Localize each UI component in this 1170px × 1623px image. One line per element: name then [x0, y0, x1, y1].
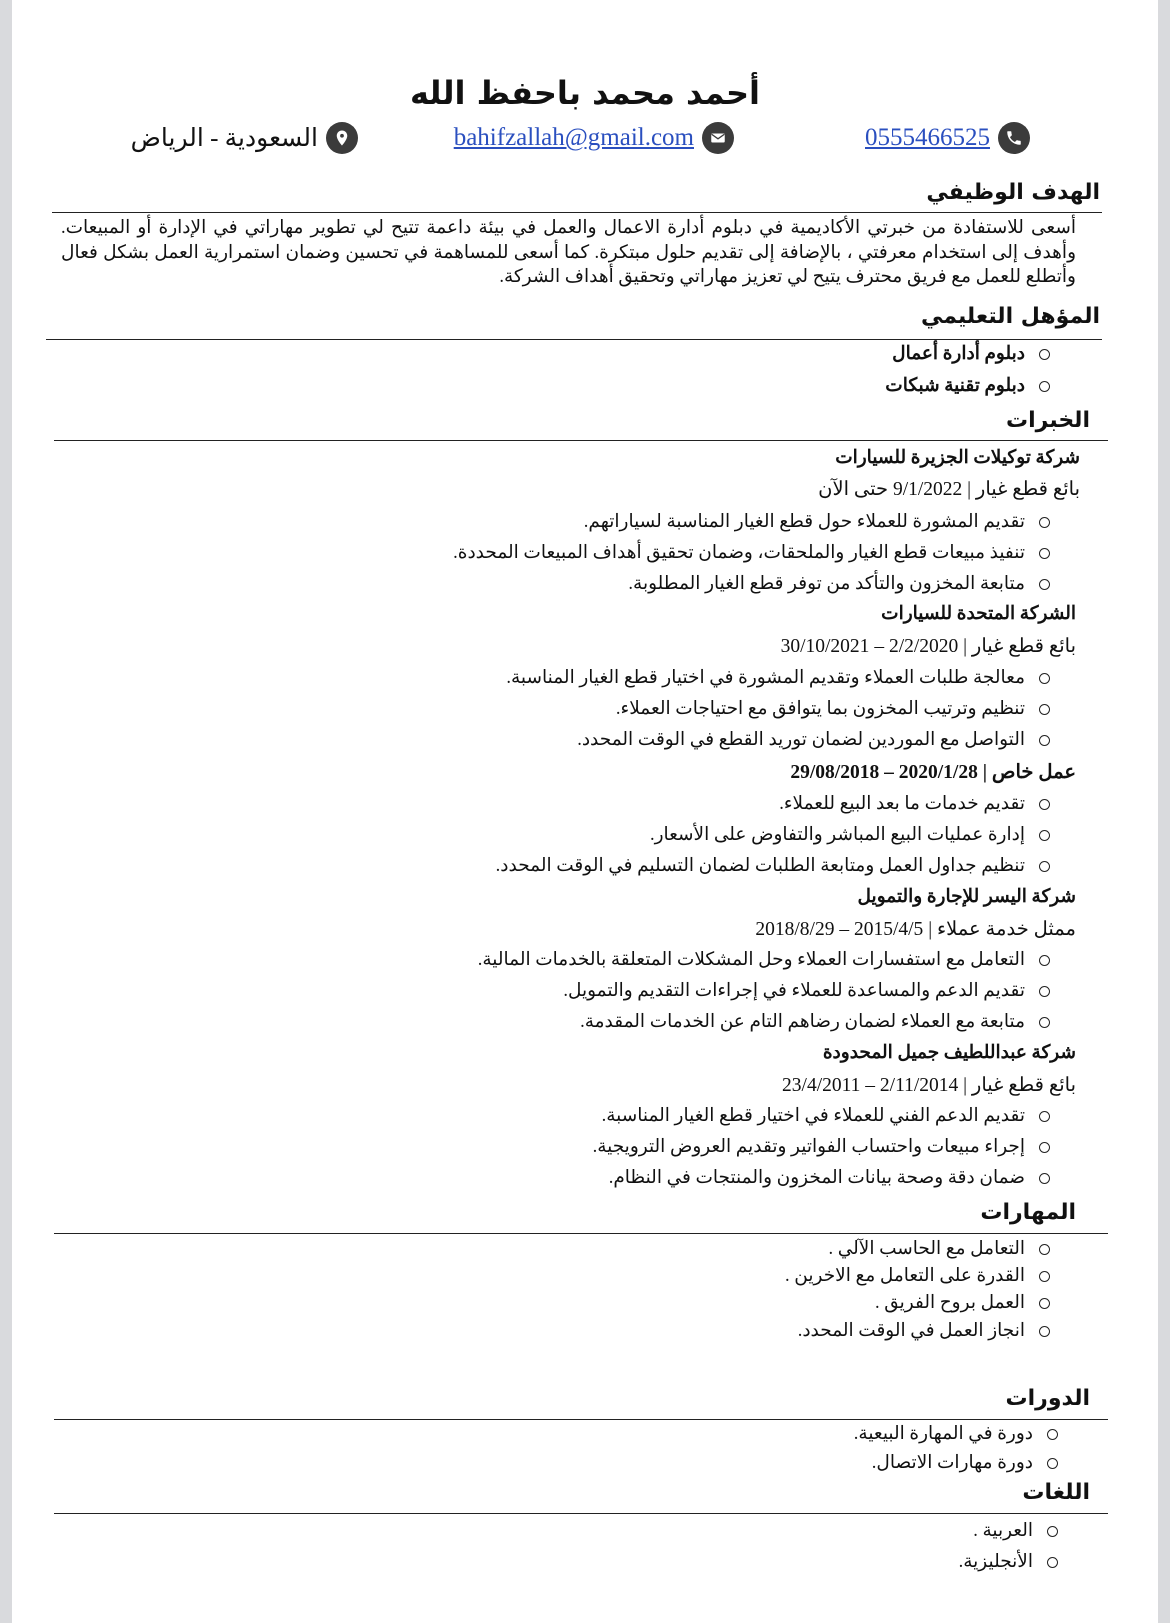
- contact-location: [131, 122, 358, 154]
- languages-divider: [54, 1513, 1108, 1514]
- bullet-icon: [1039, 1017, 1050, 1028]
- contact-email[interactable]: [454, 122, 734, 154]
- envelope-icon: [702, 122, 734, 154]
- course-item: دورة في المهارة البيعية.: [854, 1423, 1058, 1445]
- location-text: السعودية - الرياض: [130, 125, 318, 152]
- bullet-icon: [1039, 349, 1050, 360]
- company-name: شركة توكيلات الجزيرة للسيارات: [835, 448, 1080, 468]
- bullet-icon: [1047, 1557, 1058, 1568]
- job-duty: تنفيذ مبيعات قطع الغيار والملحقات، وضمان تحقيق أهداف المبيعات المحددة.: [453, 542, 1050, 564]
- phone-link[interactable]: 0555466525: [865, 124, 990, 151]
- languages-heading: اللغات: [1022, 1480, 1090, 1505]
- contact-phone[interactable]: [865, 122, 1030, 154]
- skill-item: القدرة على التعامل مع الاخرين .: [785, 1265, 1050, 1287]
- bullet-icon: [1047, 1429, 1058, 1440]
- bullet-icon: [1039, 799, 1050, 810]
- skills-divider: [54, 1233, 1108, 1234]
- job-duty: تقديم الدعم والمساعدة للعملاء في إجراءات التقديم والتمويل.: [563, 980, 1050, 1002]
- job-duty: متابعة المخزون والتأكد من توفر قطع الغيار المطلوبة.: [628, 573, 1050, 595]
- job-duty: معالجة طلبات العملاء وتقديم المشورة في اختيار قطع الغيار المناسبة.: [506, 667, 1050, 689]
- education-divider: [46, 339, 1102, 340]
- job-duty: تنظيم جداول العمل ومتابعة الطلبات لضمان التسليم في الوقت المحدد.: [496, 855, 1050, 877]
- job-duty: تنظيم وترتيب المخزون بما يتوافق مع احتياجات العملاء.: [616, 698, 1050, 720]
- job-duty: إدارة عمليات البيع المباشر والتفاوض على الأسعار.: [650, 824, 1050, 846]
- bullet-icon: [1039, 986, 1050, 997]
- bullet-icon: [1039, 517, 1050, 528]
- company-name: شركة عبداللطيف جميل المحدودة: [822, 1043, 1076, 1063]
- objective-heading: الهدف الوظيفي: [926, 180, 1100, 205]
- job-duty: ضمان دقة وصحة بيانات المخزون والمنتجات في النظام.: [609, 1167, 1050, 1189]
- bullet-icon: [1039, 830, 1050, 841]
- skill-item: العمل بروح الفريق .: [875, 1292, 1050, 1314]
- bullet-icon: [1039, 1326, 1050, 1337]
- bullet-icon: [1039, 1173, 1050, 1184]
- email-link[interactable]: bahifzallah@gmail.com: [453, 124, 694, 151]
- job-duty: تقديم المشورة للعملاء حول قطع الغيار المناسبة لسياراتهم.: [584, 511, 1050, 533]
- job-role-dates: بائع قطع غيار | 2/2/2020 – 30/10/2021: [780, 636, 1076, 657]
- job-role-dates: ممثل خدمة عملاء | 2015/4/5 – 2018/8/29: [755, 919, 1076, 940]
- bullet-icon: [1039, 735, 1050, 746]
- job-duty: التواصل مع الموردين لضمان توريد القطع في الوقت المحدد.: [577, 729, 1050, 751]
- job-duty: متابعة مع العملاء لضمان رضاهم التام عن الخدمات المقدمة.: [580, 1011, 1050, 1033]
- education-item: دبلوم أدارة أعمال: [892, 343, 1050, 365]
- education-item: دبلوم تقنية شبكات: [885, 375, 1050, 397]
- job-duty: تقديم خدمات ما بعد البيع للعملاء.: [779, 793, 1050, 815]
- job-role-dates: بائع قطع غيار | 2/11/2014 – 23/4/2011: [782, 1075, 1076, 1096]
- bullet-icon: [1039, 704, 1050, 715]
- objective-text: أسعى للاستفادة من خبرتي الأكاديمية في دبلوم أدارة الاعمال والعمل في بيئة داعمة تتيح لي تطوير مهاراتي في الإدارة أو المبيعات. وأهدف إلى استخدام معرفتي ، بالإضافة إلى تقديم حلول مبتكرة. كما أسعى للمساهمة في تحسين وضمان استمرارية العمل بشكل فعال وأتطلع للعمل مع فريق محترف يتيح لي تعزيز مهاراتي وتحقيق أهداف الشركة.: [61, 218, 1076, 287]
- company-name: شركة اليسر للإجارة والتمويل: [857, 887, 1076, 907]
- courses-divider: [54, 1419, 1108, 1420]
- bullet-icon: [1039, 955, 1050, 966]
- bullet-icon: [1039, 861, 1050, 872]
- language-item: الأنجليزية.: [959, 1551, 1058, 1573]
- phone-icon: [998, 122, 1030, 154]
- location-pin-icon: [326, 122, 358, 154]
- company-name: عمل خاص | 2020/1/28 – 29/08/2018: [790, 762, 1076, 783]
- bullet-icon: [1039, 1271, 1050, 1282]
- bullet-icon: [1039, 1111, 1050, 1122]
- courses-heading: الدورات: [1005, 1386, 1090, 1411]
- bullet-icon: [1047, 1458, 1058, 1469]
- experience-divider: [54, 440, 1108, 441]
- job-duty: إجراء مبيعات واحتساب الفواتير وتقديم العروض الترويجية.: [593, 1136, 1050, 1158]
- job-duty: التعامل مع استفسارات العملاء وحل المشكلات المتعلقة بالخدمات المالية.: [478, 949, 1050, 971]
- job-duty: تقديم الدعم الفني للعملاء في اختيار قطع الغيار المناسبة.: [602, 1105, 1050, 1127]
- skills-heading: المهارات: [980, 1200, 1076, 1225]
- bullet-icon: [1039, 1142, 1050, 1153]
- bullet-icon: [1039, 1298, 1050, 1309]
- skill-item: التعامل مع الحاسب الآلي .: [829, 1238, 1051, 1260]
- education-heading: المؤهل التعليمي: [920, 304, 1100, 329]
- language-item: العربية .: [973, 1520, 1058, 1542]
- bullet-icon: [1039, 579, 1050, 590]
- bullet-icon: [1039, 673, 1050, 684]
- candidate-name: أحمد محمد باحفظ الله: [409, 74, 761, 112]
- bullet-icon: [1039, 548, 1050, 559]
- bullet-icon: [1039, 1244, 1050, 1255]
- resume-page: [12, 0, 1158, 1623]
- job-role-dates: بائع قطع غيار | 9/1/2022 حتى الآن: [818, 479, 1080, 500]
- course-item: دورة مهارات الاتصال.: [872, 1452, 1058, 1474]
- company-name: الشركة المتحدة للسيارات: [881, 604, 1076, 624]
- bullet-icon: [1039, 381, 1050, 392]
- skill-item: انجاز العمل في الوقت المحدد.: [798, 1320, 1050, 1342]
- objective-divider: [52, 212, 1102, 213]
- experience-heading: الخبرات: [1006, 408, 1090, 433]
- bullet-icon: [1047, 1526, 1058, 1537]
